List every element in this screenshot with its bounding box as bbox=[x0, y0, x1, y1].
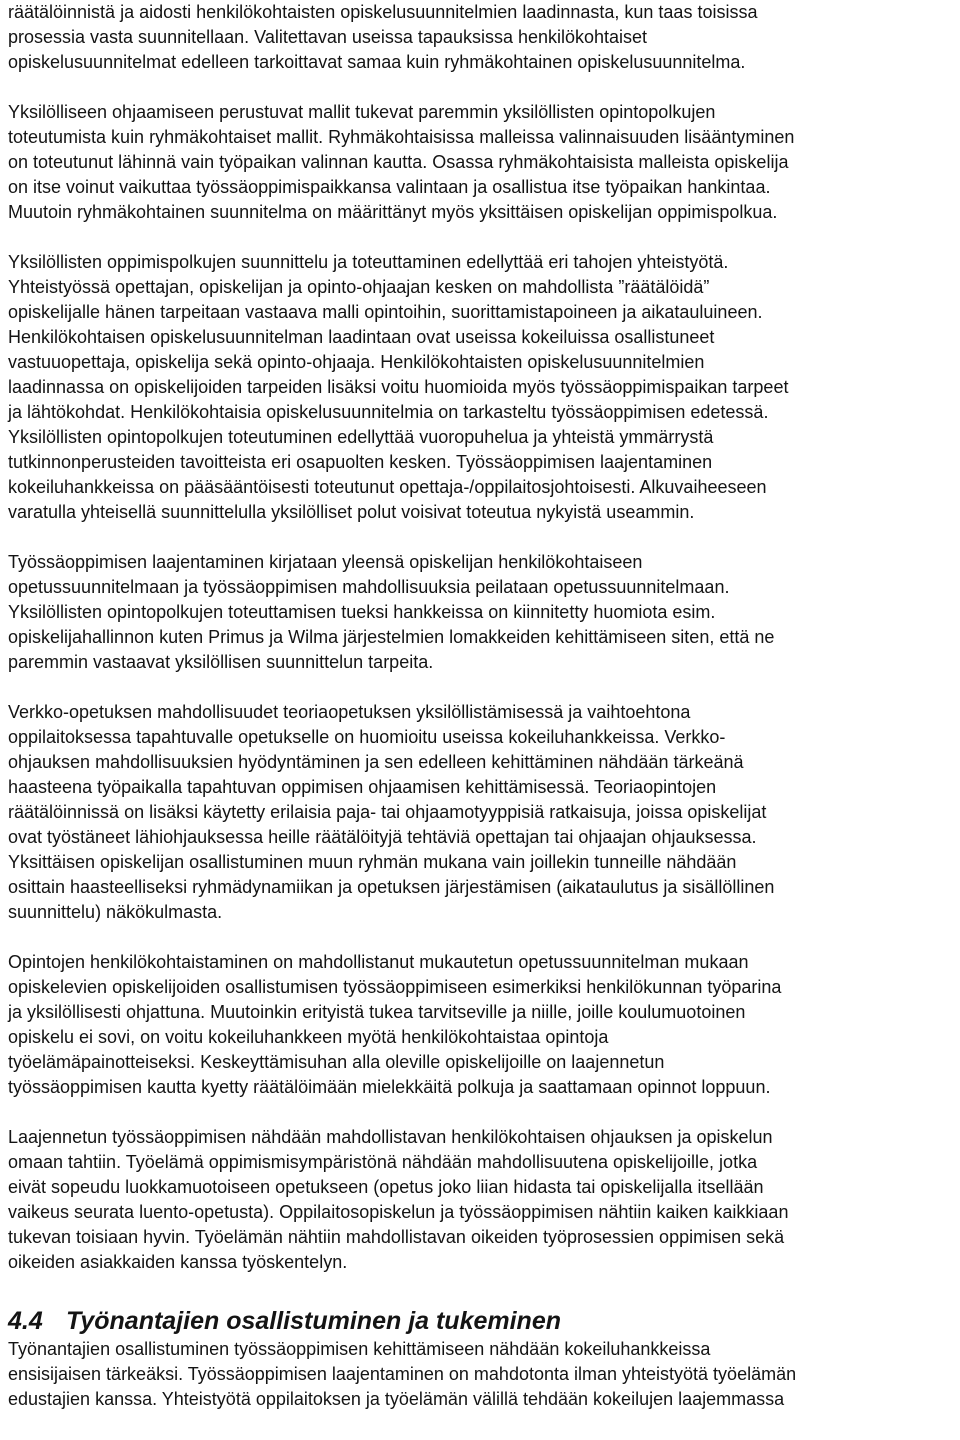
text-line: vaikeus seurata luento-opetusta). Oppilaitosopiskelun ja työssäoppimisen nähtiin kaiken kaikkiaan bbox=[8, 1202, 789, 1222]
text-line: työelämäpainotteiseksi. Keskeyttämisuhan alla oleville opiskelijoille on laajennetun bbox=[8, 1052, 665, 1072]
text-line: toteutumista kuin ryhmäkohtaiset mallit. Ryhmäkohtaisissa malleissa valinnaisuuden lisääntyminen bbox=[8, 127, 795, 147]
paragraph-4 bbox=[8, 550, 954, 675]
text-line: Yksilöllisten opintopolkujen toteuttamisen tueksi hankkeissa on kiinnitetty huomiota esim. bbox=[8, 602, 716, 622]
text-line: ja lähtökohdat. Henkilökohtaisia opiskelusuunnitelmia on tarkasteltu työssäoppimisen edetessä. bbox=[8, 402, 769, 422]
text-line: on toteutunut lähinnä vain työpaikan valinnan kautta. Osassa ryhmäkohtaisista malleista opiskelija bbox=[8, 152, 789, 172]
text-line: ohjauksen mahdollisuuksien hyödyntäminen ja sen edelleen kehittäminen nähdään tärkeänä bbox=[8, 752, 744, 772]
text-line: Verkko-opetuksen mahdollisuudet teoriaopetuksen yksilöllistämisessä ja vaihtoehtona bbox=[8, 702, 691, 722]
paragraph-6 bbox=[8, 950, 954, 1100]
text-line: räätälöinnissä on lisäksi käytetty erilaisia paja- tai ohjaamotyyppisiä ratkaisuja, joissa opiskelijat bbox=[8, 802, 767, 822]
text-line: omaan tahtiin. Työelämä oppimismisympäristönä nähdään mahdollisuutena opiskelijoille, jotka bbox=[8, 1152, 758, 1172]
text-line: opiskelevien opiskelijoiden osallistumisen työssäoppimiseen esimerkiksi henkilökunnan työparina bbox=[8, 977, 782, 997]
text-line: ja yksilöllisesti ohjattuna. Muutoinkin erityistä tukea tarvitseville ja niille, joille koulumuotoinen bbox=[8, 1002, 746, 1022]
text-line: Yksilölliseen ohjaamiseen perustuvat mallit tukevat paremmin yksilöllisten opintopolkujen bbox=[8, 102, 716, 122]
text-line: kokeiluhankkeissa on pääsääntöisesti toteutunut opettaja-/oppilaitosjohtoisesti. Alkuvaiheeseen bbox=[8, 477, 767, 497]
text-line: räätälöinnistä ja aidosti henkilökohtaisten opiskelusuunnitelmien laadinnasta, kun taas toisissa bbox=[8, 2, 758, 22]
document-page bbox=[8, 0, 954, 1412]
text-line: Yhteistyössä opettajan, opiskelijan ja opinto-ohjaajan kesken on mahdollista ”räätälöidä” bbox=[8, 277, 710, 297]
paragraph-spacer bbox=[8, 925, 954, 950]
text-line: tukevan toisiaan hyvin. Työelämän nähtiin mahdollistavan oikeiden työprosessien oppimisen sekä bbox=[8, 1227, 785, 1247]
text-line: laadinnassa on opiskelijoiden tarpeiden lisäksi voitu huomioida myös työssäoppimispaikan tarpeet bbox=[8, 377, 789, 397]
text-line: on itse voinut vaikuttaa työssäoppimispaikkansa valintaan ja osallistua itse työpaikan hankintaa. bbox=[8, 177, 771, 197]
text-line: tutkinnonperusteiden tavoitteista eri osapuolten kesken. Työssäoppimisen laajentaminen bbox=[8, 452, 713, 472]
text-line: Yksilöllisten oppimispolkujen suunnittelu ja toteuttaminen edellyttää eri tahojen yhteistyötä. bbox=[8, 252, 729, 272]
text-line: Työnantajien osallistuminen työssäoppimisen kehittämiseen nähdään kokeiluhankkeissa bbox=[8, 1339, 711, 1359]
text-line: Yksittäisen opiskelijan osallistuminen muun ryhmän mukana vain joillekin tunneille nähdään bbox=[8, 852, 737, 872]
section-title: Työnantajien osallistuminen ja tukeminen bbox=[66, 1307, 562, 1335]
section-spacer bbox=[8, 1275, 954, 1305]
text-line: osittain haasteelliseksi ryhmädynamiikan ja opetuksen järjestämisen (aikataulutus ja sisällöllinen bbox=[8, 877, 775, 897]
text-line: haasteena työpaikalla tapahtuvan oppimisen ohjaamisen kehittämisessä. Teoriaopintojen bbox=[8, 777, 717, 797]
paragraph-1 bbox=[8, 0, 954, 75]
text-line: opiskelu ei sovi, on voitu kokeiluhankkeen myötä henkilökohtaistaa opintoja bbox=[8, 1027, 609, 1047]
text-line: ovat työstäneet lähiohjauksessa heille räätälöityjä tehtäviä opettajan tai ohjaajan ohjauksessa. bbox=[8, 827, 757, 847]
paragraph-spacer bbox=[8, 75, 954, 100]
text-line: opiskelusuunnitelmat edelleen tarkoittavat samaa kuin ryhmäkohtainen opiskelusuunnitelma. bbox=[8, 52, 746, 72]
text-line: suunnittelu) näkökulmasta. bbox=[8, 902, 223, 922]
text-line: vastuuopettaja, opiskelija sekä opinto-ohjaaja. Henkilökohtaisten opiskelusuunnitelmien bbox=[8, 352, 705, 372]
paragraph-spacer bbox=[8, 675, 954, 700]
text-line: oppilaitoksessa tapahtuvalle opetukselle on huomioitu useissa kokeiluhankkeissa. Verkko- bbox=[8, 727, 726, 747]
text-line: edustajien kanssa. Yhteistyötä oppilaitoksen ja työelämän välillä tehdään kokeilujen laajemmassa bbox=[8, 1389, 785, 1409]
text-line: paremmin vastaavat yksilöllisen suunnittelun tarpeita. bbox=[8, 652, 434, 672]
text-line: Henkilökohtaisen opiskelusuunnitelman laadintaan ovat useissa kokeiluissa osallistuneet bbox=[8, 327, 715, 347]
text-line: varatulla yhteisellä suunnittelulla yksilölliset polut voisivat toteutua nykyistä useammin. bbox=[8, 502, 695, 522]
text-line: työssäoppimisen kautta kyetty räätälöimään mielekkäitä polkuja ja saattamaan opinnot loppuun. bbox=[8, 1077, 771, 1097]
text-line: Muutoin ryhmäkohtainen suunnitelma on määrittänyt myös yksittäisen opiskelijan oppimispolkua. bbox=[8, 202, 778, 222]
paragraph-3 bbox=[8, 250, 954, 525]
paragraph-spacer bbox=[8, 1100, 954, 1125]
text-line: eivät sopeudu luokkamuotoiseen opetukseen (opetus joko liian hidasta tai opiskelijalla itsellään bbox=[8, 1177, 764, 1197]
text-line: Opintojen henkilökohtaistaminen on mahdollistanut mukautetun opetussuunnitelman mukaan bbox=[8, 952, 749, 972]
text-line: opetussuunnitelmaan ja työssäoppimisen mahdollisuuksia peilataan opetussuunnitelmaan. bbox=[8, 577, 730, 597]
text-line: Yksilöllisten opintopolkujen toteutuminen edellyttää vuoropuhelua ja yhteistä ymmärrystä bbox=[8, 427, 714, 447]
paragraph-spacer bbox=[8, 525, 954, 550]
text-line: oikeiden asiakkaiden kanssa työskentelyn. bbox=[8, 1252, 348, 1272]
section-number: 4.4 bbox=[8, 1307, 43, 1335]
paragraph-7 bbox=[8, 1125, 954, 1275]
text-line: Laajennetun työssäoppimisen nähdään mahdollistavan henkilökohtaisen ohjauksen ja opiskelun bbox=[8, 1127, 773, 1147]
section-heading bbox=[8, 1305, 954, 1337]
text-line: Työssäoppimisen laajentaminen kirjataan yleensä opiskelijan henkilökohtaiseen bbox=[8, 552, 643, 572]
text-line: opiskelijahallinnon kuten Primus ja Wilma järjestelmien lomakkeiden kehittämiseen siten, että ne bbox=[8, 627, 775, 647]
paragraph-5 bbox=[8, 700, 954, 925]
text-line: opiskelijalle hänen tarpeitaan vastaava malli opintoihin, suorittamistapoineen ja aikatauluineen. bbox=[8, 302, 763, 322]
text-line: prosessia vasta suunnitellaan. Valitettavan useissa tapauksissa henkilökohtaiset bbox=[8, 27, 648, 47]
paragraph-2 bbox=[8, 100, 954, 225]
text-line: ensisijaisen tärkeäksi. Työssäoppimisen laajentaminen on mahdotonta ilman yhteistyötä työelämän bbox=[8, 1364, 797, 1384]
section-paragraph bbox=[8, 1337, 954, 1412]
paragraph-spacer bbox=[8, 225, 954, 250]
